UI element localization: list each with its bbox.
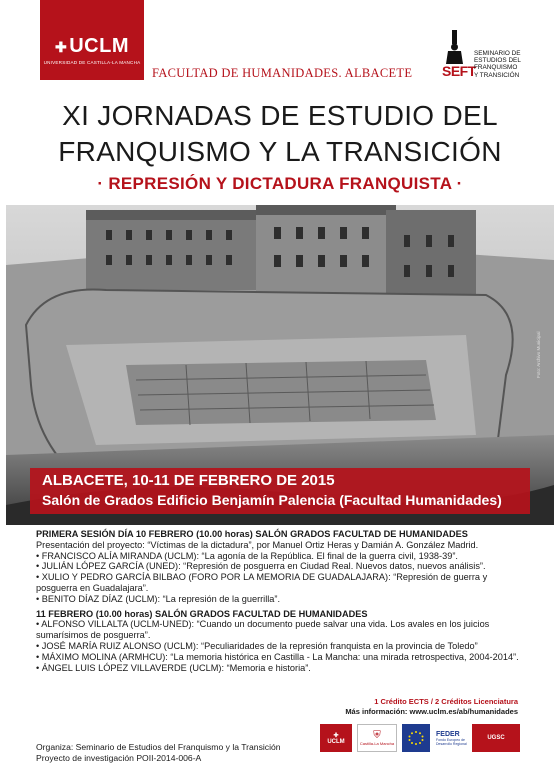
sponsor-feder-name: FEDER bbox=[436, 730, 460, 738]
seft-line: ESTUDIOS DEL bbox=[474, 57, 521, 65]
sponsor-uclm-name: UCLM bbox=[327, 738, 345, 745]
sponsor-uclm-mark-icon: ✚ bbox=[333, 732, 339, 739]
seft-logo bbox=[440, 30, 540, 82]
subtitle: · REPRESIÓN Y DICTADURA FRANQUISTA · bbox=[97, 174, 463, 193]
main-title-line-2: FRANQUISMO Y LA TRANSICIÓN bbox=[58, 136, 502, 167]
session-1-line: • FRANCISCO ALÍA MIRANDA (UCLM): “La agonía de la República. El final de la guerra civil, 1938-39”. bbox=[36, 550, 458, 561]
uclm-logo-sub: UNIVERSIDAD DE CASTILLA-LA MANCHA bbox=[43, 60, 141, 65]
seft-line: SEMINARIO DE bbox=[474, 50, 521, 57]
session-1-heading: PRIMERA SESIÓN DÍA 10 FEBRERO (10.00 horas) SALÓN GRADOS FACULTAD DE HUMANIDADES bbox=[36, 529, 468, 539]
session-1-line: posguerra en Guadalajara”. bbox=[36, 582, 149, 593]
photo-credit: Foto: Archivo Municipal bbox=[536, 331, 541, 378]
faculty-name: FACULTAD DE HUMANIDADES. ALBACETE bbox=[152, 66, 413, 80]
session-2-line: sumarísimos de posguerra”. bbox=[36, 630, 151, 641]
seft-line: FRANQUISMO bbox=[474, 64, 518, 72]
organizer-line: Organiza: Seminario de Estudios del Franquismo y la Transición bbox=[36, 742, 281, 752]
uclm-mark-icon: ✚ bbox=[55, 39, 68, 55]
session-2-line: • MÁXIMO MOLINA (ARMHCU): “La memoria histórica en Castilla - La Mancha: una mirada retrospectiva, 2004-2014”. bbox=[36, 651, 519, 662]
sponsor-feder-logo bbox=[434, 724, 468, 752]
event-box bbox=[30, 468, 530, 514]
eu-stars-icon bbox=[405, 729, 427, 747]
session-1-line: • JULIÁN LÓPEZ GARCÍA (UNED): “Represión de posguerra en Ciudad Real. Nuevos datos, nuevos análisis”. bbox=[36, 561, 486, 572]
session-2-line: • ÁNGEL LUIS LÓPEZ VILLAVERDE (UCLM): “Memoria e historia”. bbox=[36, 662, 311, 673]
clm-shield-icon: ⛨ bbox=[373, 730, 381, 741]
seft-line: Y TRANSICIÓN bbox=[474, 71, 520, 79]
session-1-line: • XULIO Y PEDRO GARCÍA BILBAO (FORO POR LA MEMORIA DE GUADALAJARA): “Represión de guerra y bbox=[36, 572, 488, 583]
event-venue: Salón de Grados Edificio Benjamín Palencia (Facultad Humanidades) bbox=[42, 492, 502, 508]
more-info-link[interactable]: Más información: www.uclm.es/ab/humanidades bbox=[345, 707, 518, 716]
session-1-line: • BENITO DÍAZ DÍAZ (UCLM): “La represión de la guerrilla”. bbox=[36, 593, 281, 604]
project-line: Proyecto de investigación POII-2014-006-A bbox=[36, 752, 202, 763]
seft-lines bbox=[474, 50, 521, 79]
organizer-info bbox=[36, 742, 281, 763]
credits-ects: 1 Crédito ECTS / 2 Créditos Licenciatura bbox=[374, 697, 518, 706]
seft-letters: SEFT bbox=[442, 63, 476, 79]
session-2-line: • ALFONSO VILLALTA (UCLM-UNED): “Cuando un documento puede salvar una vida. Los avales en los juicios bbox=[36, 619, 490, 630]
uclm-logo-name: UCLM bbox=[69, 35, 129, 57]
session-2-line: • JOSÉ MARÍA RUIZ ALONSO (UCLM): “Peculiaridades de la represión franquista en la provincia de Toledo” bbox=[36, 640, 478, 651]
main-title-line-1: XI JORNADAS DE ESTUDIO DEL bbox=[62, 100, 498, 131]
credits bbox=[345, 697, 518, 717]
program bbox=[36, 529, 556, 673]
sponsor-clm-logo bbox=[357, 724, 397, 752]
event-date: ALBACETE, 10-11 DE FEBRERO DE 2015 bbox=[42, 472, 335, 489]
session-2-heading: 11 FEBRERO (10.00 horas) SALÓN GRADOS FACULTAD DE HUMANIDADES bbox=[36, 608, 368, 619]
sponsor-feder-sub: Fondo Europeo de Desarrollo Regional bbox=[436, 737, 467, 746]
eu-flag-logo bbox=[402, 724, 430, 752]
sponsor-ugsc-logo bbox=[472, 724, 520, 752]
sponsor-uclm-logo bbox=[320, 724, 352, 752]
uclm-logo bbox=[40, 0, 144, 80]
sponsor-ugsc-name: UGSC bbox=[487, 735, 505, 741]
session-1-line: Presentación del proyecto: “Víctimas de la dictadura”, por Manuel Ortiz Heras y Damián A. González Madrid. bbox=[36, 539, 479, 550]
sponsor-clm-name: Castilla-La Mancha bbox=[359, 741, 395, 746]
